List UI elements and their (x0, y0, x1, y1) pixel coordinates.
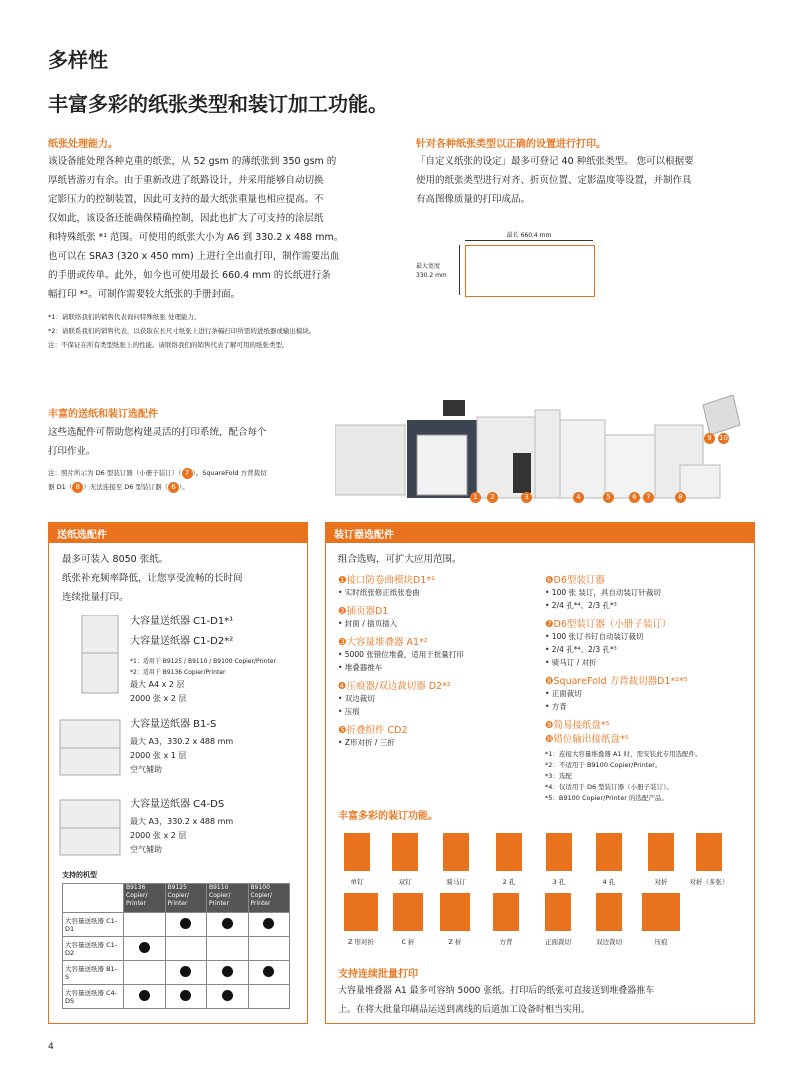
finishing-label: 2 孔 (502, 878, 516, 886)
four-hole-icon (596, 833, 622, 871)
width-arrow (459, 245, 460, 295)
finisher-header: 装订器选配件 (326, 523, 754, 543)
two-sided-trim-icon (596, 893, 622, 931)
finishing-label: 双边裁切 (596, 938, 622, 946)
finishing-label: C 折 (401, 938, 415, 946)
finishing-label: 骑马订 (446, 878, 466, 886)
marker-9: 9 (704, 433, 715, 444)
finishing-title: 丰富多彩的装订功能。 (338, 811, 438, 822)
three-hole-icon (546, 833, 572, 871)
single-staple-icon (344, 833, 370, 871)
face-trim-icon (545, 893, 571, 931)
paper-notes: *1：请联络我们的销售代表询问特殊纸张 处理能力。 *2：请联系我们的销售代表，以获取在长尺寸纸张上进行条幅打印所需的进纸器或输出模块。 注：不保证在所有类型纸张上的性能。请联络我们的销售代表了解可用的纸张类型。 (48, 313, 316, 349)
custom-section-title: 针对各种纸张类型以正确的设置进行打印。 (416, 139, 606, 150)
marker-7: 7 (643, 492, 654, 503)
finishing-label: 单钉 (350, 878, 364, 886)
feeder-c1-image (80, 615, 120, 695)
supported-models-table: B9136 Copier/ Printer B9125 Copier/ Printer B9110 Copier/ Printer B9100 Copier/ Printer 大容量送纸器 C1-D1 大容量送纸器 C1-D2 大容量送纸器 B1-S 大容量送纸器 C4-DS (62, 883, 290, 1009)
saddle-stitch-icon (443, 833, 469, 871)
table-row: 大容量送纸器 B1-S (63, 961, 290, 985)
finishing-label: Z 形对折 (347, 938, 375, 946)
paper-section-title: 纸张处理能力。 (48, 139, 118, 150)
table-row: 大容量送纸器 C1-D2 (63, 937, 290, 961)
z-fold-icon (440, 893, 470, 931)
marker-1: 1 (470, 492, 481, 503)
finishing-label: Z 折 (448, 938, 462, 946)
bi-fold-multi-icon (696, 833, 722, 871)
feeder-header: 送纸选配件 (49, 523, 307, 543)
marker-5: 5 (603, 492, 614, 503)
paper-body: 该设备能处理各种克重的纸张，从 52 gsm 的薄纸张到 350 gsm 的 厚纸皆游刃有余。由于重新改进了纸路设计，并采用能够自动切换 定影压力的控制装置，因此可支持的最大纸张重量也相应提高。不 仅如此，该设备还能确保精确控制，因此也扩大了可支持的涂层纸 和特殊纸张 *¹ 范围。可使用的纸张大小为 A6 到 330.2 x 488 mm。 也可以在 SRA3 (320 x 450 mm) 上进行全出血打印，制作需要出血 的手册或传单。此外，如今也可使用最长 660.4 mm 的长纸进行条 幅打印 *²。可制作需要较大纸张的手册封面。 (48, 156, 344, 300)
finishing-label: 对折（多张） (689, 878, 729, 886)
options-note: 注：照片所示为 D6 型装订器（小册子装订）（ 7 ）。SquareFold 方背裁切 器 D1（ 8 ）无法连接至 D6 型装订器（ 6 ）。 (48, 468, 267, 491)
paper-length-label: 最长 660.4 mm (506, 232, 552, 239)
two-hole-icon (496, 833, 522, 871)
feeder-b1s-image (58, 718, 123, 778)
finisher-intro: 组合选购，可扩大应用范围。 (338, 554, 462, 565)
paper-width-label: 最大宽度 330.2 mm (416, 263, 447, 279)
table-row: 大容量送纸器 C4-DS (63, 985, 290, 1009)
finishing-label: 3 孔 (552, 878, 566, 886)
square-spine-icon (493, 893, 519, 931)
feeder-c4ds-info: 大容量送纸器 C4-DS 最大 A3，330.2 x 488 mm 2000 张 x 2 层 空气辅助 (130, 799, 234, 854)
marker-8: 8 (675, 492, 686, 503)
bi-fold-icon (648, 833, 674, 871)
finisher-right-list: ❻D6型装订器 • 100 张 装订，具自动装订针裁切 • 2/4 孔*⁴、2/3 孔*³ ❼D6型装订器（小册子装订） • 100 张订书钉自动装订裁切 • 2/4 孔*⁴、2/3 孔*³ • 骑马订 / 对折 ❽SquareFold 方背裁切器D1*²*⁵ • 正面裁切 • 方背 ❾简易接纸盘*⁵ ❿错位输出接纸盘*⁵ *1：连接大容量堆叠器 A1 时，需安装此专用选配件。 *2：不适用于 B9100 Copier/Printer。 *3：选配 *4：仅适用于 D6 型装订器（小册子装订）。 *5：B9100 Copier/Printer 的选配产品。 (545, 575, 702, 802)
finishing-label: 压痕 (654, 938, 668, 946)
feeder-b1s-info: 大容量送纸器 B1-S 最大 A3，330.2 x 488 mm 2000 张 x 1 层 空气辅助 (130, 719, 234, 774)
crease-icon (642, 893, 680, 931)
table-row: 大容量送纸器 C1-D1 (63, 913, 290, 937)
options-body: 这些选配件可帮助您构建灵活的打印系统，配合每个 打印作业。 (48, 427, 267, 457)
finishing-label: 方背 (499, 938, 513, 946)
length-arrow (465, 240, 593, 241)
marker-4: 4 (573, 492, 584, 503)
finishing-label: 对折 (654, 878, 668, 886)
machine-markers (465, 492, 695, 508)
c-fold-icon (393, 893, 423, 931)
finishing-label: 双钉 (398, 878, 412, 886)
marker-6: 6 (629, 492, 640, 503)
stacker-title: 支持连续批量打印 (338, 969, 418, 980)
finishing-label: 4 孔 (602, 878, 616, 886)
finisher-left-list: ❶接口防卷曲模块D1*¹ • 实时纸张修正纸张卷曲 ❷插页器D1 • 封面 / 插页插入 ❸大容量堆叠器 A1*² • 5000 张错位堆叠，适用于批量打印 • 堆叠器推车 ❹压痕器/双边裁切器 D2*² • 双边裁切 • 压痕 ❺折叠组件 CD2 • Z形对折 / 三折 (338, 575, 464, 747)
feeder-c4ds-image (58, 798, 123, 858)
section-title: 多样性 (48, 48, 108, 72)
custom-body: 「自定义纸张的设定」最多可登记 40 种纸张类型。 您可以根据要 使用的纸张类型进行对齐、折页位置、定影温度等设置，并制作具 有高图像质量的打印成品。 (416, 156, 694, 205)
finishing-label: 正面裁切 (545, 938, 571, 946)
options-title: 丰富的送纸和装订选配件 (48, 409, 158, 420)
page-number: 4 (48, 1042, 54, 1052)
stacker-body: 大容量堆叠器 A1 最多可容纳 5000 张纸。打印后的纸张可直接送到堆叠器推车 上。在将大批量印刷品运送到离线的后道加工设备时相当实用。 (338, 986, 655, 1015)
supported-models-title: 支持的机型 (62, 871, 97, 879)
z-fold-half-icon (344, 893, 378, 931)
page-headline: 丰富多彩的纸张类型和装订加工功能。 (48, 92, 388, 116)
feeder-c1-info: 大容量送纸器 C1-D1*¹ 大容量送纸器 C1-D2*² *1：适用于 B9125 / B9110 / B9100 Copier/Printer *2：适用于 B9136 Copier/Printer 最大 A4 x 2 层 2000 张 x 2 层 (130, 616, 276, 703)
marker-2: 2 (487, 492, 498, 503)
feeder-intro: 最多可装入 8050 张纸。 纸张补充频率降低，让您享受流畅的长时间 连续批量打印。 (62, 554, 243, 603)
marker-10: 10 (719, 434, 728, 442)
marker-3: 3 (521, 492, 532, 503)
banner-paper-rect (465, 245, 595, 297)
double-staple-icon (392, 833, 418, 871)
